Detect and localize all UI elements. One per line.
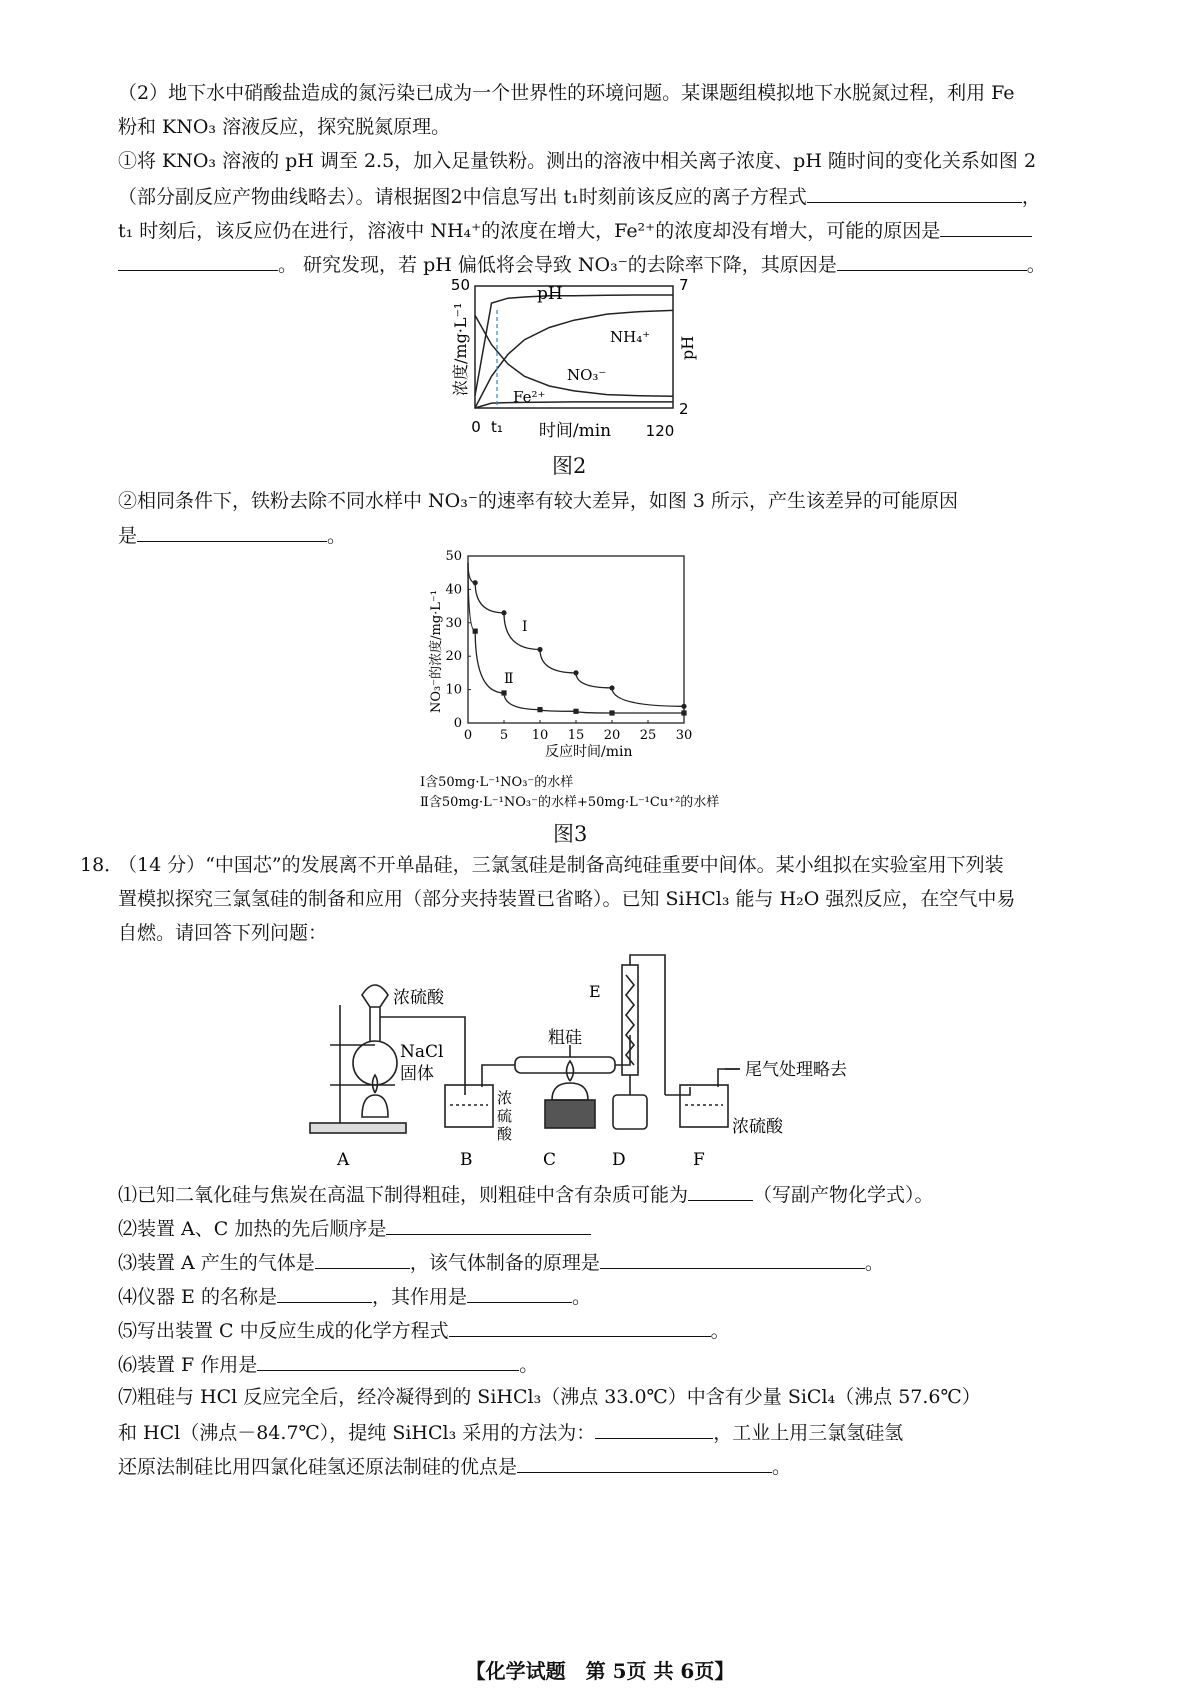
fig3-series-line-2 bbox=[468, 563, 684, 713]
q17-sub2-line-2: 是 。 bbox=[118, 521, 346, 549]
fig3-x-tick: 10 bbox=[531, 728, 549, 743]
fig2-fe-label: Fe²⁺ bbox=[513, 388, 546, 406]
answer-blank[interactable] bbox=[807, 182, 1022, 203]
fig3-x-tick: 15 bbox=[567, 728, 585, 743]
fig3-plot-frame bbox=[468, 556, 684, 723]
fig3-x-axis-label: 反应时间/min bbox=[545, 744, 633, 760]
fig3-y-tick: 40 bbox=[445, 582, 462, 598]
fig3-x-tick: 5 bbox=[499, 728, 509, 743]
answer-blank[interactable] bbox=[137, 521, 327, 542]
bottle-b bbox=[445, 1085, 493, 1127]
fig3-legend-1: Ⅰ含50mg·L⁻¹NO₃⁻的水样 bbox=[420, 775, 574, 790]
label-crude-si: 粗硅 bbox=[548, 1028, 582, 1048]
label-a: A bbox=[337, 1150, 350, 1170]
q18-sub7-line-1: ⑺粗硅与 HCl 反应完全后，经冷凝得到的 SiHCl₃（沸点 33.0℃）中含有少量 SiCl₄（沸点 57.6℃） bbox=[118, 1386, 981, 1408]
q17-intro-line-1: （2）地下水中硝酸盐造成的氮污染已成为一个世界性的环境问题。某课题组模拟地下水脱氮过程，利用 Fe bbox=[118, 82, 1015, 104]
q18-sub7-line-3: 还原法制硅比用四氯化硅氢还原法制硅的优点是 。 bbox=[118, 1452, 791, 1480]
fig3-legend-2: Ⅱ含50mg·L⁻¹NO₃⁻的水样+50mg·L⁻¹Cu⁺²的水样 bbox=[420, 795, 720, 810]
label-conc-sulfuric-f: 浓硫酸 bbox=[732, 1117, 783, 1137]
fig2-x-tick-t1: t₁ bbox=[491, 418, 503, 436]
answer-blank[interactable] bbox=[315, 1248, 410, 1269]
fig3-series-2-label: Ⅱ bbox=[504, 671, 514, 687]
fig3-series-2-point bbox=[537, 707, 542, 712]
label-conc-b: 硫 bbox=[497, 1107, 513, 1125]
q18-line-1: （14 分）“中国芯”的发展离不开单晶硅，三氯氢硅是制备高纯硅重要中间体。某小组拟在实验室用下列装 bbox=[118, 854, 1004, 876]
label-e: E bbox=[589, 982, 601, 1001]
fig3-series-2-point bbox=[473, 629, 478, 634]
fig2-nh4-label: NH₄⁺ bbox=[610, 328, 651, 346]
lamp-c bbox=[552, 1083, 588, 1100]
fig3-x-tick: 30 bbox=[675, 728, 693, 743]
figure-2-chart bbox=[440, 278, 720, 448]
answer-blank[interactable] bbox=[386, 1214, 591, 1235]
answer-blank[interactable] bbox=[600, 1248, 865, 1269]
answer-blank[interactable] bbox=[449, 1316, 711, 1337]
fig3-y-tick: 0 bbox=[453, 716, 462, 731]
fig2-y-right-label: pH bbox=[678, 335, 697, 360]
fig3-x-tick: 20 bbox=[603, 728, 621, 743]
label-solid: 固体 bbox=[400, 1064, 434, 1084]
q18-sub3: ⑶装置 A 产生的气体是 ，该气体制备的原理是 。 bbox=[118, 1248, 884, 1276]
answer-blank[interactable] bbox=[257, 1350, 519, 1371]
fig3-y-tick: 30 bbox=[445, 615, 462, 631]
q18-sub5: ⑸写出装置 C 中反应生成的化学方程式 。 bbox=[118, 1316, 730, 1344]
fig3-series-1-point bbox=[609, 685, 614, 690]
fig3-series-1-label: Ⅰ bbox=[522, 619, 528, 635]
fig3-series-2-point bbox=[609, 710, 614, 715]
fig2-no3-label: NO₃⁻ bbox=[567, 366, 607, 384]
fig2-y-right-tick: 7 bbox=[679, 278, 689, 294]
fig2-x-axis-label: 时间/min bbox=[538, 421, 612, 441]
fig2-plot-frame bbox=[475, 286, 673, 408]
fig3-series-2-point bbox=[681, 710, 686, 715]
q18-line-3: 自燃。请回答下列问题： bbox=[118, 922, 328, 944]
tube-into-f bbox=[665, 1087, 690, 1095]
fig2-y-left-label: 浓度/mg·L⁻¹ bbox=[451, 302, 470, 396]
q17-sub1-line-3: t₁ 时刻后，该反应仍在进行，溶液中 NH₄⁺的浓度在增大，Fe²⁺的浓度却没有增大，可能的原因是 bbox=[118, 216, 1032, 244]
figure-3-caption: 图3 bbox=[553, 822, 588, 846]
fig3-series-1-point bbox=[501, 610, 506, 615]
answer-blank[interactable] bbox=[688, 1180, 753, 1201]
label-b: B bbox=[460, 1150, 473, 1170]
q18-sub2: ⑵装置 A、C 加热的先后顺序是 bbox=[118, 1214, 591, 1242]
fig3-series-1-point bbox=[573, 670, 578, 675]
collector-d bbox=[613, 1095, 647, 1129]
q17-sub1-line-2: （部分副反应产物曲线略去）。请根据图2中信息写出 t₁时刻前该反应的离子方程式 ， bbox=[118, 182, 1041, 210]
flame-a bbox=[373, 1075, 378, 1093]
q17-intro-line-2: 粉和 KNO₃ 溶液反应，探究脱氮原理。 bbox=[118, 116, 451, 138]
figure-3-chart bbox=[420, 548, 740, 830]
flame-c bbox=[567, 1061, 574, 1081]
q18-sub7-line-2: 和 HCl（沸点－84.7℃），提纯 SiHCl₃ 采用的方法为： ，工业上用三氯氢硅氢 bbox=[118, 1418, 903, 1446]
apparatus-diagram bbox=[300, 945, 870, 1175]
answer-blank[interactable] bbox=[595, 1418, 713, 1439]
answer-blank[interactable] bbox=[277, 1282, 372, 1303]
answer-blank[interactable] bbox=[118, 250, 278, 271]
q17-sub1-line-4: 。 研究发现，若 pH 偏低将会导致 NO₃⁻的去除率下降，其原因是 。 bbox=[118, 250, 1046, 278]
fig3-y-tick: 20 bbox=[445, 649, 462, 665]
q18-sub4: ⑷仪器 E 的名称是 ，其作用是 。 bbox=[118, 1282, 591, 1310]
flask-a bbox=[353, 1041, 397, 1085]
answer-blank[interactable] bbox=[940, 216, 1032, 237]
block-c bbox=[545, 1100, 595, 1128]
separatory-funnel bbox=[362, 985, 388, 1007]
q18-line-2: 置模拟探究三氯氢硅的制备和应用（部分夹持装置已省略）。已知 SiHCl₃ 能与 H₂O 强烈反应，在空气中易 bbox=[118, 888, 1016, 910]
fig3-y-axis-label: NO₃⁻的浓度/mg·L⁻¹ bbox=[429, 590, 444, 713]
fig3-x-tick: 0 bbox=[463, 728, 473, 743]
tube-b-c bbox=[482, 1065, 515, 1087]
label-conc-sulfuric-top: 浓硫酸 bbox=[393, 988, 444, 1008]
q17-sub1-line-1: ①将 KNO₃ 溶液的 pH 调至 2.5，加入足量铁粉。测出的溶液中相关离子浓度、pH 随时间的变化关系如图 2 bbox=[118, 150, 1037, 172]
answer-blank[interactable] bbox=[467, 1282, 572, 1303]
fig2-x-tick: 120 bbox=[645, 422, 675, 440]
label-nacl: NaCl bbox=[400, 1042, 444, 1062]
fig2-y-right-tick: 2 bbox=[679, 400, 689, 418]
q18-sub6: ⑹装置 F 作用是 。 bbox=[118, 1350, 538, 1378]
q17-sub2-line-1: ②相同条件下，铁粉去除不同水样中 NO₃⁻的速率有较大差异，如图 3 所示，产生该差异的可能原因 bbox=[118, 490, 959, 512]
fig3-series-line-1 bbox=[468, 563, 684, 707]
reaction-tube-c bbox=[515, 1057, 615, 1073]
fig2-x-tick: 0 bbox=[471, 418, 481, 436]
alcohol-lamp-a bbox=[362, 1095, 388, 1117]
fig3-series-1-point bbox=[537, 647, 542, 652]
page-footer: 【化学试题 第 5页 共 6页】 bbox=[465, 1659, 735, 1683]
fig3-y-tick: 50 bbox=[445, 549, 462, 564]
label-tail-gas: 尾气处理略去 bbox=[745, 1060, 847, 1080]
label-c: C bbox=[543, 1150, 557, 1170]
fig3-series-2-point bbox=[573, 709, 578, 714]
label-conc-b: 浓 bbox=[497, 1089, 513, 1107]
fig2-y-left-tick: 50 bbox=[450, 278, 470, 294]
fig3-series-1-point bbox=[681, 704, 686, 709]
q18-sub1: ⑴已知二氧化硅与焦炭在高温下制得粗硅，则粗硅中含有杂质可能为 （写副产物化学式）。 bbox=[118, 1180, 934, 1208]
fig2-ph-label: pH bbox=[537, 284, 563, 304]
answer-blank[interactable] bbox=[517, 1452, 772, 1473]
tube-e-f bbox=[630, 955, 665, 1095]
fig3-series-2-point bbox=[501, 690, 506, 695]
stand-base bbox=[310, 1123, 406, 1133]
fig2-series-line-3 bbox=[475, 402, 673, 408]
label-d: D bbox=[612, 1150, 626, 1170]
fig3-y-tick: 10 bbox=[445, 682, 462, 698]
figure-2-caption: 图2 bbox=[552, 454, 587, 478]
fig3-x-tick: 25 bbox=[639, 728, 657, 743]
q18-number: 18． bbox=[80, 854, 124, 876]
answer-blank[interactable] bbox=[837, 250, 1027, 271]
fig3-series-1-point bbox=[473, 580, 478, 585]
bottle-f bbox=[680, 1085, 728, 1127]
label-f: F bbox=[693, 1150, 705, 1170]
label-conc-b: 酸 bbox=[497, 1125, 513, 1143]
